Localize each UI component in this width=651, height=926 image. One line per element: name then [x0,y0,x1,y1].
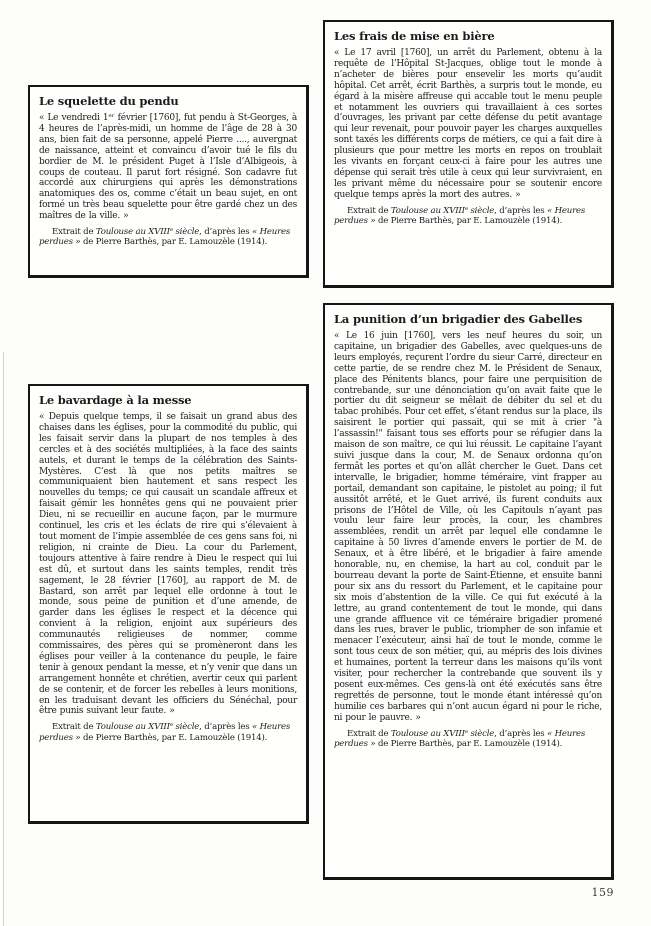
note-attribution [334,206,602,227]
note-box-squelette-du-pendu [28,85,309,278]
attribution-work-title: Toulouse au XVIIIᵉ siècle [95,227,200,238]
attribution-prefix: Extrait de [347,728,391,739]
attribution-mid: , d’après les [199,227,253,238]
note-box-frais-de-mise-en-biere [323,20,614,288]
note-attribution [334,729,602,750]
note-title: La punition d’un brigadier des Gabelles [334,312,583,326]
note-body: « Le 16 juin [1760], vers les neuf heures du soir, un capitaine, un brigadier des Gabelles, avec quelques-uns de leurs employés, reçurent l’ordre du sieur Carré, directeur en cette partie, de se rendre chez M. le Président de Senaux, place des Pénitents blancs, pour faire une perquisition de contrebande, sur une dénonciation qu’on avait faite que le portier du dit seigneur se mêlait de débiter du sel et du tabac prohibés. Pour cet effet, s’étant rendus sur la place, ils saisirent le portier qui passait, qui se mit à crier "à l’assassin!" faisant tous ses efforts pour se réfugier dans la maison de son maître, ce qui lui réussit. Le capitaine l’ayant suivi jusque dans la cour, M. de Senaux ordonna qu’on fermât les portes et qu’on allât chercher le Guet. Dans cet intervalle, le brigadier, homme téméraire, vint frapper au portail, demandant son capitaine, le pistolet au poing; il fut aussitôt arrêté, et le Guet arrivé, ils furent conduits aux prisons de l’Hôtel de Ville, où les Capitouls n’ayant pas voulu leur faire leur procès, la cour, les chambres assemblées, rendit un arrêt par lequel elle condamne le capitaine à 50 livres d’amende envers le portier de M. de Senaux, et à être libéré, et le brigadier à faire amende honorable, nu, en chemise, la hart au col, conduit par le bourreau devant la porte de Saint-Étienne, et ensuite banni pour six ans du ressort du Parlement, et le capitaine pour six mois d’abstention de la ville. Ce qui fut exécuté à la lettre, au grand contentement de tout le monde, qui dans une grande affluence vit ce téméraire brigadier promené dans les rues, braver le public, triompher de son infamie et menacer l’exécuteur, ainsi haï de tout le monde, comme le sont tous ceux de son métier, qui, au mépris des lois divines et humaines, portent la terreur dans les maisons qu’ils vont visiter, pour rechercher la contrebande que souvent ils y posent eux-mêmes. Ces gens-là ont été exécutés sans être regrettés de personne, tout le monde étant intéressé qu’on humilie ces barbares qui n’ont aucun égard ni pour le riche, ni pour le pauvre. » [334,331,602,723]
note-body: « Le vendredi 1ᵉʳ février [1760], fut pendu à St-Georges, à 4 heures de l’après-midi, un homme de l’âge de 28 à 30 ans, bien fait de sa personne, appelé Pierre ...., auvergnat de naissance, atteint et convaincu d’avoir tué le fils du bordier de M. le président Puget à l’Isle d’Albigeois, à coups de couteau. Il parut fort résigné. Son cadavre fut accordé aux chirurgiens qui après les démonstrations anatomiques des os, comme c’était un beau sujet, en ont formé un très beau squelette pour être gardé chez un des maîtres de la ville. » [39,113,297,222]
attribution-suffix: de Pierre Barthès, par E. Lamouzèle (1914). [375,739,563,750]
attribution-quoted-source: « Heures perdues » [334,728,586,750]
attribution-quoted-source: « Heures perdues » [39,227,291,248]
attribution-mid: , d’après les [494,205,548,216]
attribution-suffix: de Pierre Barthès, par E. Lamouzèle (1914). [375,216,563,227]
scan-edge-line [3,352,4,926]
note-body: « Depuis quelque temps, il se faisait un grand abus des chaises dans les églises, pour la commodité du public, qui les faisait servir dans la plupart de nos temples à des cercles et à des sociétés multipliées, à la face des saints autels, et durant le temps de la célébration des Saints-Mystères. C’est là que nos petits maîtres se communiquaient bien hautement et sans respect les nouvelles du temps; ce qui causait un scandale affreux et faisait gémir les honnêtes gens qui ne pouvaient prier Dieu, ni se recueillir en aucune façon, par le murmure continuel, les cris et les éclats de rire qui s’élevaient à tout moment de l’impie assemblée de ces gens sans foi, ni religion, ni crainte de Dieu. La cour du Parlement, toujours attentive à faire rendre à Dieu le respect qui lui est dû, et surtout dans les saints temples, rendit très sagement, le 28 février [1760], au rapport de M. de Bastard, son arrêt par lequel elle ordonne à tout le monde, sous peine de punition et d’une amende, de garder dans les églises le respect et la décence qui convient à la religion, enjoint aux supérieurs des communautés religieuses de nommer, comme commissaires, des pères qui se promèneront dans les églises pour veiller à la contenance du peuple, le faire tenir à genoux pendant la messe, et n’y venir que dans un arrangement honnête et chrétien, avertir ceux qui parlent de se contenir, et de forcer les rebelles à leurs monitions, en les traduisant devant les officiers du Sénéchal, pour être punis suivant leur faute. » [39,412,297,717]
attribution-work-title: Toulouse au XVIIIᵉ siècle [95,722,200,733]
attribution-prefix: Extrait de [52,722,96,733]
note-attribution [39,722,297,743]
note-title: Le bavardage à la messe [39,393,192,407]
attribution-mid: , d’après les [199,722,253,733]
attribution-suffix: de Pierre Barthès, par E. Lamouzèle (1914). [80,237,268,248]
attribution-quoted-source: « Heures perdues » [39,722,291,743]
attribution-mid: , d’après les [494,728,548,739]
attribution-prefix: Extrait de [347,205,391,216]
note-box-punition-brigadier-gabelles [323,303,614,880]
attribution-work-title: Toulouse au XVIIIᵉ siècle [390,728,495,739]
note-title: Les frais de mise en bière [334,29,495,43]
note-title: Le squelette du pendu [39,94,179,108]
attribution-quoted-source: « Heures perdues » [334,205,586,227]
attribution-work-title: Toulouse au XVIIIᵉ siècle [390,205,495,216]
attribution-prefix: Extrait de [52,227,96,238]
page-number: 159 [591,886,614,899]
attribution-suffix: de Pierre Barthès, par E. Lamouzèle (1914). [80,732,268,743]
note-attribution [39,227,297,248]
note-box-bavardage-a-la-messe [28,384,309,824]
note-body: « Le 17 avril [1760], un arrêt du Parlement, obtenu à la requête de l’Hôpital St-Jacques, oblige tout le monde à n’acheter de bières pour ensevelir les morts qu’audit hôpital. Cet arrêt, écrit Barthès, a surpris tout le monde, eu égard à la misère affreuse qui accable tout le menu peuple et notamment les ouvriers qui travaillaient à ces sortes d’ouvrages, les privant par cette défense du petit avantage qui leur revenait, pour pouvoir payer les charges auxquelles sont taxés les différents corps de métiers, ce qui a fait dire à plusieurs que pour mettre les morts en repos on troublait les vivants en forçant ceux-ci à faire pour les autres une dépense qui serait très utile à ceux qui leur survivraient, en les privant même du nécessaire pour se soutenir encore quelque temps après la mort des autres. » [334,48,602,200]
